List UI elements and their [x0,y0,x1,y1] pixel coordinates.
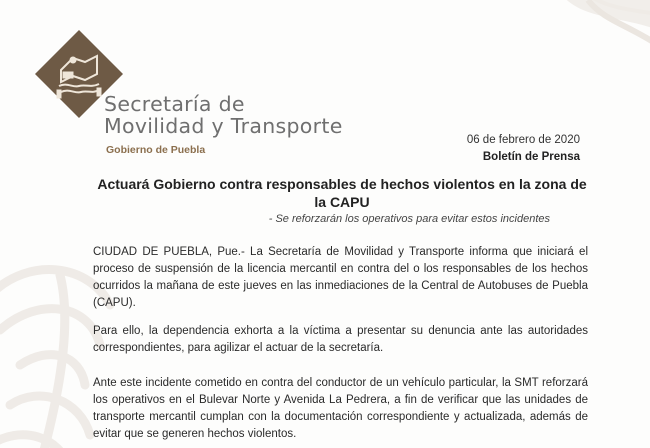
paragraph-2: Para ello, la dependencia exhorta a la víctima a presentar su denuncia ante las autoridades correspondientes, para agilizar el actuar de la secretaría. [93,325,588,354]
subheadline: - Se reforzarán los operativos para evitar estos incidentes [268,213,550,225]
headline: Actuará Gobierno contra responsables de hechos violentos en la zona de la CAPU [97,176,587,210]
paragraph-3: Ante este incidente cometido en contra del conductor de un vehículo particular, la SMT reforzará los operativos en el Bulevar Norte y Avenida La Pedrera, a fin de verificar que las unidades de transporte mercantil cumplan con la documentación correspondiente y actualizada, además de evitar que se generen hechos violentos. [93,377,588,440]
publication-date: 06 de febrero de 2020 [466,134,580,146]
government-name: Gobierno de Puebla [106,144,206,156]
document-type: Boletín de Prensa [482,151,580,163]
agency-name-line2: Movilidad y Transporte [104,114,343,138]
agency-name-line1: Secretaría de [104,92,245,116]
paragraph-1: CIUDAD DE PUEBLA, Pue.- La Secretaría de Movilidad y Transporte informa que iniciará el proceso de suspensión de la licencia mercantil en contra del o los responsables de los hechos ocurridos la mañana de este jueves en las inmediaciones de la Central de Autobuses de Puebla (CAPU). [93,246,588,309]
watermark-top-pattern [518,0,650,100]
agency-name [104,93,364,137]
